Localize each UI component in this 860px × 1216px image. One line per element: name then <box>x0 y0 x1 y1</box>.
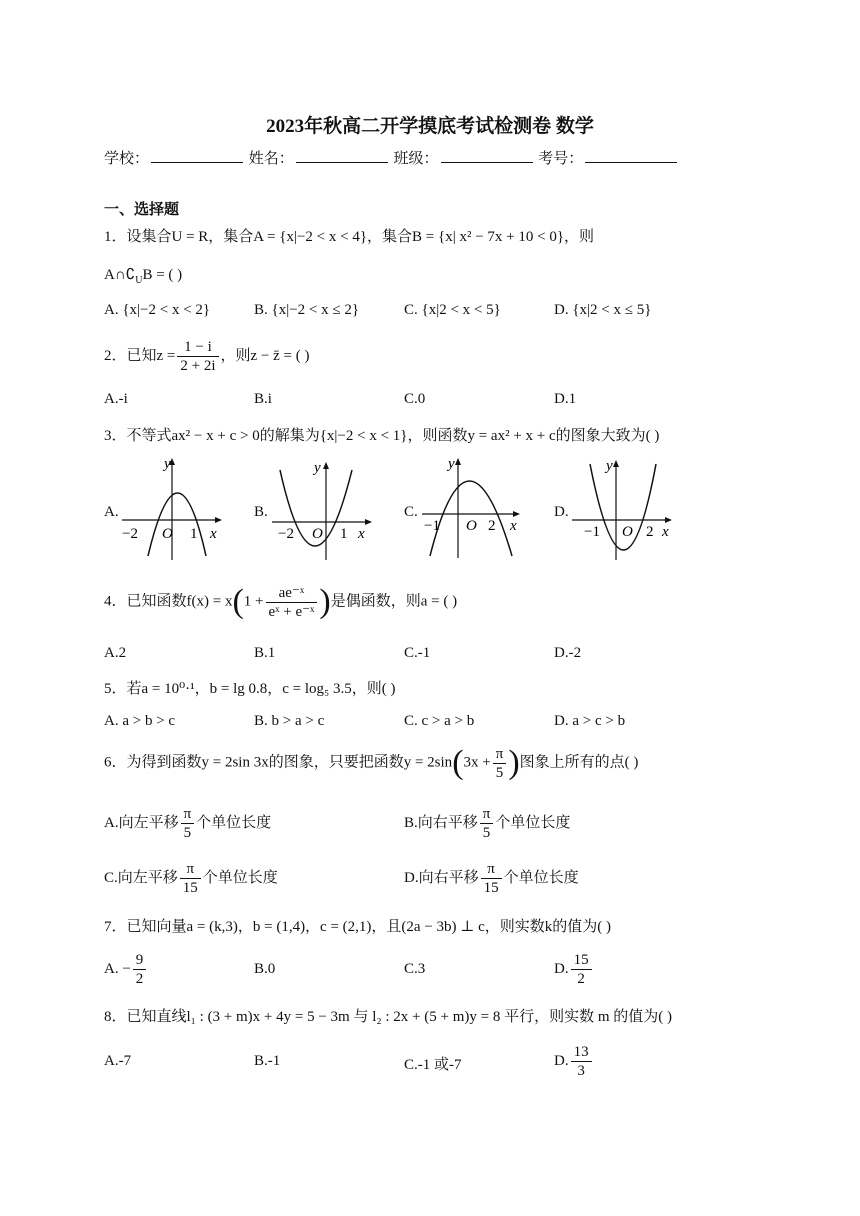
q3-option-c[interactable]: C. <box>404 504 418 520</box>
q4-paren-left: ( <box>232 583 244 620</box>
school-blank[interactable] <box>151 147 243 163</box>
q6-den: 5 <box>495 764 504 781</box>
name-label: 姓名： <box>248 151 294 167</box>
q6-suffix: 图象上所有的点( ) <box>519 754 639 771</box>
graph-c-origin: O <box>466 518 477 534</box>
graph-d-tick-2: 2 <box>646 524 654 540</box>
q6-option-c[interactable] <box>104 860 278 897</box>
q3-option-d[interactable]: D. <box>554 504 569 520</box>
question-8-stem: 8．已知直线l₁ : (3 + m)x + 4y = 5 − 3m 与 l₂ : 2x + (5 + m)y = 8 平行，则实数 m 的值为( ) <box>104 1009 672 1025</box>
graph-d-x-label: x <box>662 524 669 540</box>
q8-d-frac <box>571 1043 592 1080</box>
graph-d-tick-1: −1 <box>584 524 600 540</box>
q2-num: 1 − i <box>177 338 218 357</box>
graph-d-y-label: y <box>606 458 613 474</box>
q6-option-b[interactable] <box>404 805 570 842</box>
q7-a-pre: A. − <box>104 960 131 977</box>
q3-graph-d <box>568 452 680 564</box>
q4-option-c[interactable]: C.-1 <box>404 645 431 661</box>
question-7-stem: 7．已知向量a = (k,3)，b = (1,4)，c = (2,1)，且(2a − 3b) ⊥ c，则实数k的值为( ) <box>104 919 612 935</box>
question-3-stem: 3．不等式ax² − x + c > 0的解集为{x|−2 < x < 1}，则函数y = ax² + x + c的图象大致为( ) <box>104 428 660 444</box>
q7-d-den: 2 <box>577 971 585 987</box>
q2-option-b[interactable]: B.i <box>254 391 272 407</box>
graph-c-tick-2: 2 <box>488 518 496 534</box>
q3-graph-b <box>268 452 380 564</box>
q6-b-pre: B.向右平移 <box>404 814 478 831</box>
q4-option-d[interactable]: D.-2 <box>554 645 582 661</box>
q8-d-num: 13 <box>571 1043 592 1062</box>
q7-option-c[interactable]: C.3 <box>404 961 426 977</box>
q4-paren-right: ) <box>319 583 331 620</box>
q5-option-c[interactable]: C. c > a > b <box>404 713 475 729</box>
q3-graph-c <box>418 450 530 562</box>
graph-c-y-label: y <box>448 456 455 472</box>
q6-a-frac <box>181 805 195 842</box>
q7-option-b[interactable]: B.0 <box>254 961 276 977</box>
page-title: 2023年秋高二开学摸底考试检测卷 数学 <box>266 116 594 137</box>
q4-den: eˣ + e⁻ˣ <box>268 603 315 620</box>
graph-a-origin: O <box>162 526 173 542</box>
question-1-stem: 1．设集合U = R，集合A = {x|−2 < x < 4}，集合B = {x| x² − 7x + 10 < 0}，则 <box>104 229 595 245</box>
q4-inner: 1 + <box>243 593 264 610</box>
q5-option-a[interactable]: A. a > b > c <box>104 713 176 729</box>
q6-d-frac <box>481 860 502 897</box>
q6-paren-left: ( <box>452 744 464 781</box>
question-2-stem <box>104 338 310 375</box>
q7-a-den: 2 <box>135 971 144 987</box>
graph-b-tick-1: −2 <box>278 526 294 542</box>
graph-a-tick-2: 1 <box>190 526 198 542</box>
q2-fraction <box>177 338 218 375</box>
class-label: 班级： <box>393 151 439 167</box>
q1-option-a[interactable]: A. {x|−2 < x < 2} <box>104 302 211 318</box>
q6-prefix: 6．为得到函数y = 2sin 3x的图象，只要把函数y = 2sin <box>104 754 453 771</box>
question-4-stem <box>104 583 457 621</box>
graph-c-x-label: x <box>510 518 517 534</box>
q2-option-a[interactable]: A.-i <box>104 391 128 407</box>
q4-num: ae⁻ˣ <box>266 584 318 603</box>
graph-a-x-label: x <box>210 526 217 542</box>
q7-a-num: 9 <box>133 951 147 970</box>
q6-d-den: 15 <box>483 880 499 896</box>
number-label: 考号： <box>538 151 584 167</box>
q2-option-c[interactable]: C.0 <box>404 391 426 407</box>
graph-b-tick-2: 1 <box>340 526 348 542</box>
q6-c-den: 15 <box>182 880 198 896</box>
q7-d-pre: D. <box>554 960 569 977</box>
q6-b-post: 个单位长度 <box>495 814 571 831</box>
q6-a-num: π <box>181 805 195 824</box>
q4-option-b[interactable]: B.1 <box>254 645 276 661</box>
q4-prefix: 4．已知函数f(x) = x <box>104 593 233 610</box>
class-blank[interactable] <box>441 147 533 163</box>
q6-fraction <box>493 745 507 782</box>
q6-option-a[interactable] <box>104 805 271 842</box>
q6-d-num: π <box>481 860 502 879</box>
q6-b-num: π <box>480 805 494 824</box>
q2-prefix: 2．已知z = <box>104 347 176 364</box>
q6-paren-right: ) <box>508 744 520 781</box>
school-label: 学校： <box>104 151 150 167</box>
q5-option-b[interactable]: B. b > a > c <box>254 713 325 729</box>
q3-option-b[interactable]: B. <box>254 504 268 520</box>
q4-suffix: 是偶函数，则a = ( ) <box>330 593 458 610</box>
q8-option-c[interactable]: C.-1 或-7 <box>404 1057 462 1073</box>
number-blank[interactable] <box>585 147 677 163</box>
graph-b-origin: O <box>312 526 323 542</box>
q1-sub-u: U <box>135 275 143 286</box>
q1-option-c[interactable]: C. {x|2 < x < 5} <box>404 302 501 318</box>
q6-c-num: π <box>180 860 201 879</box>
q7-option-d[interactable] <box>554 951 594 988</box>
q8-option-b[interactable]: B.-1 <box>254 1053 281 1069</box>
q2-option-d[interactable]: D.1 <box>554 391 577 407</box>
student-info-row <box>104 147 679 168</box>
graph-a-tick-1: −2 <box>122 526 138 542</box>
q6-a-post: 个单位长度 <box>196 814 272 831</box>
q6-c-pre: C.向左平移 <box>104 869 178 886</box>
q3-graph-a <box>118 452 230 564</box>
graph-a-y-label: y <box>164 456 171 472</box>
graph-c-tick-1: −1 <box>424 518 440 534</box>
q7-d-frac <box>571 951 592 988</box>
name-blank[interactable] <box>296 147 388 163</box>
q6-b-frac <box>480 805 494 842</box>
graph-b-x-label: x <box>358 526 365 542</box>
q1-option-b[interactable]: B. {x|−2 < x ≤ 2} <box>254 302 360 318</box>
q6-d-pre: D.向右平移 <box>404 869 479 886</box>
q7-option-a[interactable] <box>104 951 148 988</box>
section-heading: 一、选择题 <box>104 200 180 218</box>
q6-b-den: 5 <box>482 825 491 841</box>
q1-option-d[interactable]: D. {x|2 < x ≤ 5} <box>554 302 652 318</box>
question-1-stem-cont <box>104 265 182 286</box>
q3-option-a[interactable]: A. <box>104 504 119 520</box>
q6-c-frac <box>180 860 201 897</box>
q6-num: π <box>493 745 507 764</box>
q4-option-a[interactable]: A.2 <box>104 645 127 661</box>
q6-inner: 3x + <box>463 754 491 771</box>
q6-option-d[interactable] <box>404 860 579 897</box>
question-6-stem <box>104 744 638 782</box>
q1-part-b: A∩∁ <box>104 267 136 283</box>
q1-part-c: B = ( ) <box>142 267 183 283</box>
question-5-stem: 5．若a = 10⁰·¹，b = lg 0.8，c = log₅ 3.5，则( ) <box>104 681 396 697</box>
graph-d-origin: O <box>622 524 633 540</box>
q8-d-pre: D. <box>554 1052 569 1069</box>
q4-fraction <box>266 584 318 621</box>
q7-d-num: 15 <box>571 951 592 970</box>
graph-b-y-label: y <box>314 460 321 476</box>
q6-c-post: 个单位长度 <box>202 869 278 886</box>
q8-d-den: 3 <box>577 1063 585 1079</box>
q2-suffix: ，则z − z̄ = ( ) <box>220 347 310 364</box>
q2-den: 2 + 2i <box>180 358 216 374</box>
q8-option-d[interactable] <box>554 1043 594 1080</box>
q6-d-post: 个单位长度 <box>503 869 579 886</box>
q7-a-frac <box>133 951 147 988</box>
q6-a-pre: A.向左平移 <box>104 814 179 831</box>
q6-a-den: 5 <box>183 825 192 841</box>
q8-option-a[interactable]: A.-7 <box>104 1053 132 1069</box>
q5-option-d[interactable]: D. a > c > b <box>554 713 626 729</box>
